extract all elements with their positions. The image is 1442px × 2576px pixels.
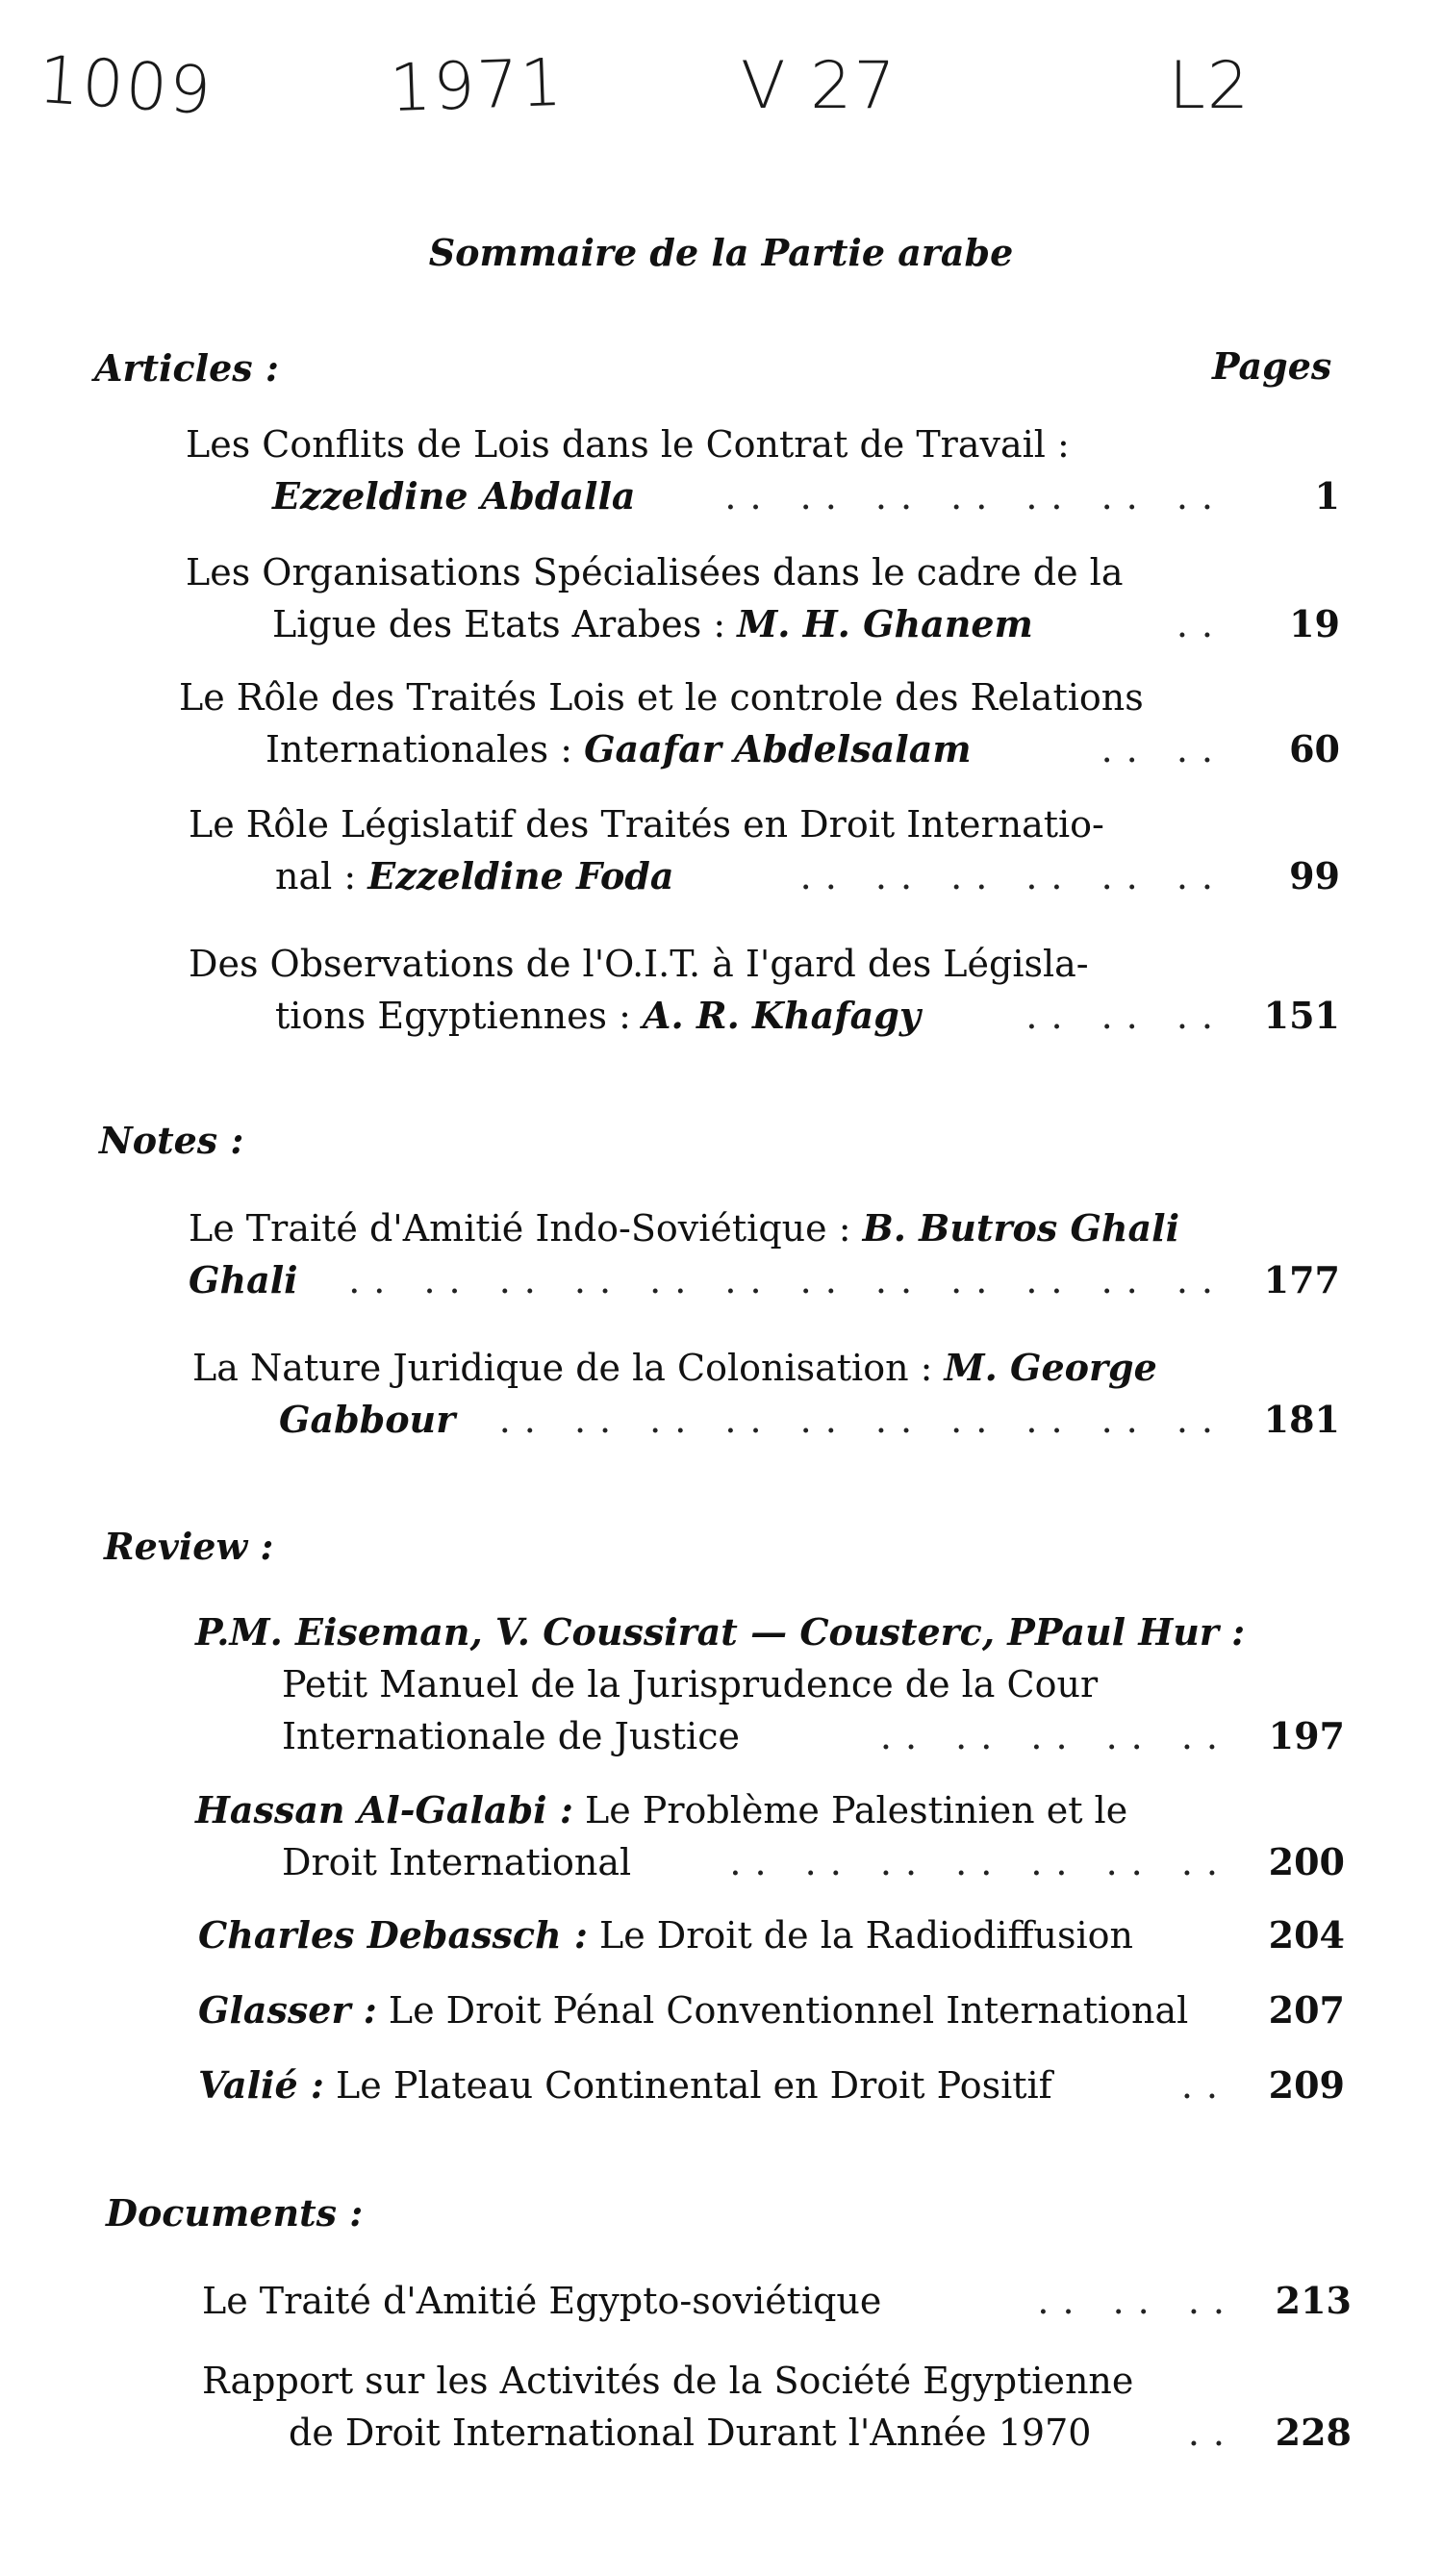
entry-title: Des Observations de l'O.I.T. à I'gard des Législa-: [189, 943, 1089, 985]
entry-author: Ezzeldine Abdalla: [272, 474, 636, 518]
entry-title: Le Plateau Continental en Droit Positif: [336, 2064, 1052, 2107]
handwritten-mark: L2: [1169, 48, 1252, 124]
toc-entry: Rapport sur les Activités de la Société Egyptienne de Droit International Durant l'Année 1970 .. 228: [202, 2355, 1352, 2459]
entry-title: Petit Manuel de la Jurisprudence de la Cour: [282, 1663, 1099, 1705]
toc-entry: Hassan Al-Galabi : Le Problème Palestinien et le Droit International .. .. .. .. .. .. .. 200: [195, 1784, 1345, 1888]
toc-entry: Le Traité d'Amitié Indo-Soviétique : B. Butros Ghali Ghali .. .. .. .. .. .. .. .. .. .. .. .. 177: [189, 1202, 1340, 1306]
entry-title: Le Rôle des Traités Lois et le controle des Relations: [179, 676, 1144, 719]
handwritten-mark: 1009: [36, 41, 215, 131]
toc-entry: Le Rôle Législatif des Traités en Droit Internatio- nal : Ezzeldine Foda .. .. .. .. .. .. 99: [189, 798, 1340, 902]
toc-entry: Les Conflits de Lois dans le Contrat de Travail : Ezzeldine Abdalla .. .. .. .. .. .. .. 1: [186, 418, 1340, 522]
entry-page: 204: [1268, 1913, 1345, 1957]
toc-entry: [198, 1984, 1345, 2036]
toc-entry: P.M. Eiseman, V. Coussirat — Cousterc, PPaul Hur : Petit Manuel de la Jurisprudence de la Cour Internationale de Justice .. .. .. .. .. 197: [195, 1606, 1345, 1762]
entry-author: M. George: [944, 1346, 1157, 1389]
entry-author: Valié :: [198, 2063, 324, 2107]
entry-title: tions Egyptiennes :: [275, 995, 631, 1037]
handwritten-mark: V 27: [741, 48, 898, 124]
entry-page: 1: [1314, 474, 1340, 518]
toc-entry: Les Organisations Spécialisées dans le cadre de la Ligue des Etats Arabes : M. H. Ghanem .. 19: [186, 546, 1340, 650]
entry-page: 181: [1263, 1398, 1340, 1441]
entry-title: Le Problème Palestinien et le: [584, 1789, 1128, 1831]
section-header-articles: Articles :: [94, 346, 279, 390]
entry-title: Rapport sur les Activités de la Société Egyptienne: [202, 2360, 1134, 2402]
entry-page: 19: [1289, 602, 1340, 645]
toc-entry: Des Observations de l'O.I.T. à I'gard des Législa- tions Egyptiennes : A. R. Khafagy .. .. .. 151: [189, 938, 1340, 1042]
entry-title: La Nature Juridique de la Colonisation :: [192, 1347, 933, 1389]
entry-page: 197: [1268, 1714, 1345, 1757]
entry-page: 207: [1268, 1988, 1345, 2032]
entry-title: Internationale de Justice: [282, 1715, 740, 1757]
entry-page: 99: [1289, 854, 1340, 897]
section-header-documents: Documents :: [106, 2191, 364, 2235]
entry-title: Les Conflits de Lois dans le Contrat de Travail :: [186, 423, 1070, 466]
entry-title: Le Droit Pénal Conventionnel International: [388, 1989, 1189, 2032]
toc-entry: [198, 1909, 1345, 1961]
section-header-notes: Notes :: [99, 1119, 244, 1162]
toc-entry: Le Rôle des Traités Lois et le controle des Relations Internationales : Gaafar Abdelsalam .. .. 60: [179, 671, 1340, 775]
toc-entry: La Nature Juridique de la Colonisation : M. George Gabbour .. .. .. .. .. .. .. .. .. .. 181: [192, 1342, 1340, 1446]
entry-author: Gaafar Abdelsalam: [584, 727, 972, 770]
entry-page: 228: [1275, 2411, 1352, 2454]
entry-title: Le Traité d'Amitié Egypto-soviétique: [202, 2280, 882, 2322]
entry-author: Hassan Al-Galabi :: [195, 1788, 573, 1831]
entry-title: de Droit International Durant l'Année 1970: [289, 2412, 1092, 2454]
entry-title: Les Organisations Spécialisées dans le cadre de la: [186, 551, 1124, 593]
entry-author: M. H. Ghanem: [737, 602, 1033, 645]
entry-title: Le Traité d'Amitié Indo-Soviétique :: [189, 1207, 851, 1250]
pages-column-label: Pages: [1212, 344, 1332, 388]
entry-page: 60: [1289, 727, 1340, 770]
entry-author: A. R. Khafagy: [643, 994, 921, 1037]
toc-entry: Le Traité d'Amitié Egypto-soviétique .. .. .. 213: [202, 2275, 1352, 2327]
entry-author: Gabbour: [279, 1398, 456, 1441]
entry-title: Ligue des Etats Arabes :: [272, 603, 726, 645]
entry-title: Le Rôle Législatif des Traités en Droit Internatio-: [189, 803, 1104, 846]
entry-author: Ezzeldine Foda: [367, 854, 674, 897]
entry-author: Charles Debassch :: [198, 1913, 588, 1957]
entry-page: 200: [1268, 1840, 1345, 1883]
entry-page: 213: [1275, 2279, 1352, 2322]
section-header-review: Review :: [104, 1525, 274, 1568]
entry-title: nal :: [275, 855, 357, 897]
entry-page: 177: [1263, 1258, 1340, 1301]
entry-title: Le Droit de la Radiodiffusion: [598, 1914, 1134, 1957]
entry-author: Ghali: [189, 1258, 298, 1301]
page-title: Sommaire de la Partie arabe: [428, 231, 1014, 274]
entry-page: 209: [1268, 2063, 1345, 2107]
handwritten-mark: 1971: [388, 44, 566, 128]
entry-author: Glasser :: [198, 1988, 377, 2032]
entry-page: 151: [1263, 994, 1340, 1037]
entry-title: Internationales :: [266, 728, 572, 770]
entry-author: P.M. Eiseman, V. Coussirat — Cousterc, PPaul Hur :: [195, 1610, 1246, 1654]
entry-author: B. Butros Ghali: [862, 1206, 1180, 1250]
toc-entry: Valié : Le Plateau Continental en Droit Positif .. 209: [198, 2059, 1345, 2111]
entry-title: Droit International: [282, 1841, 632, 1883]
